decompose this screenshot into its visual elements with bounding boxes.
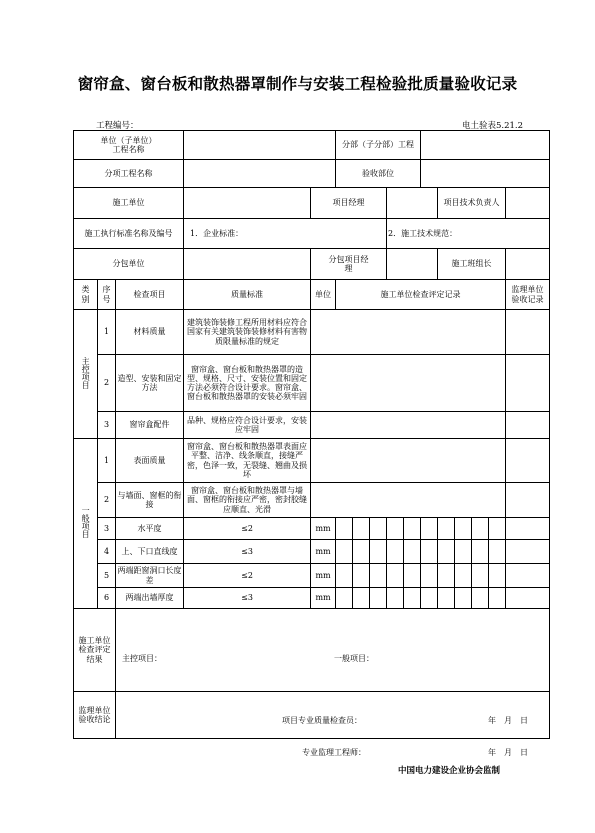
main-control-label: 主控项目 <box>74 310 98 439</box>
item-cell: 水平度 <box>116 518 184 540</box>
standard-cell: ≤3 <box>184 588 311 609</box>
record-cell[interactable] <box>421 540 438 564</box>
item-cell: 表面质量 <box>116 439 184 483</box>
tech-spec[interactable]: 2．施工技术规范： <box>387 219 550 249</box>
record-cell[interactable] <box>421 564 438 588</box>
col-unit: 单位 <box>311 280 336 310</box>
col-construction-record: 施工单位检查评定记录 <box>336 280 506 310</box>
table-row <box>74 540 550 564</box>
record-cell[interactable] <box>336 540 353 564</box>
inspector-date: 年 月 日 <box>488 716 528 725</box>
record-cell[interactable] <box>455 540 472 564</box>
team-leader-value[interactable] <box>506 249 550 280</box>
record-cell[interactable] <box>472 564 489 588</box>
sub-project-label: 分项工程名称 <box>74 160 184 188</box>
record-cell[interactable] <box>311 355 506 412</box>
record-cell[interactable] <box>489 518 506 540</box>
supervision-cell[interactable] <box>506 439 550 483</box>
record-cell[interactable] <box>489 540 506 564</box>
col-category: 类 别 <box>74 280 98 310</box>
seq-cell: 2 <box>98 355 116 412</box>
item-cell: 材料质量 <box>116 310 184 355</box>
record-cell[interactable] <box>472 540 489 564</box>
item-cell: 上、下口直线度 <box>116 540 184 564</box>
supervision-cell[interactable] <box>506 564 550 588</box>
seq-cell: 5 <box>98 564 116 588</box>
construction-eval-area[interactable] <box>116 609 550 725</box>
supervision-cell[interactable] <box>506 412 550 439</box>
record-cell[interactable] <box>336 518 353 540</box>
record-cell[interactable] <box>370 540 387 564</box>
record-cell[interactable] <box>353 564 370 588</box>
project-manager-label: 项目经理 <box>311 188 387 219</box>
record-cell[interactable] <box>387 540 404 564</box>
inspection-form-table <box>73 130 550 757</box>
tech-lead-value[interactable] <box>506 188 550 219</box>
seq-cell: 4 <box>98 540 116 564</box>
standard-cell: ≤3 <box>184 540 311 564</box>
record-cell[interactable] <box>311 439 506 483</box>
record-cell[interactable] <box>438 518 455 540</box>
table-row <box>74 310 550 355</box>
division-label: 分部（子分部）工程 <box>336 131 421 160</box>
construction-eval-label: 施工单位 检查评定 结果 <box>74 609 116 692</box>
table-row <box>74 483 550 518</box>
record-cell[interactable] <box>489 564 506 588</box>
seq-cell: 3 <box>98 412 116 439</box>
form-number: 电土验表5.21.2 <box>462 121 524 131</box>
col-supervision: 监理单位 验收记录 <box>506 280 550 310</box>
engineer-date: 年 月 日 <box>488 748 528 757</box>
sub-manager-label: 分包项目经 理 <box>311 249 387 280</box>
inspector-label: 项目专业质量检查员： <box>282 716 362 725</box>
record-cell[interactable] <box>387 518 404 540</box>
record-cell[interactable] <box>438 540 455 564</box>
record-cell[interactable] <box>472 518 489 540</box>
engineer-label: 专业监理工程师： <box>302 748 366 757</box>
table-row <box>74 564 550 588</box>
record-cell[interactable] <box>438 588 455 609</box>
item-cell: 两端距窗洞口长度差 <box>116 564 184 588</box>
unit-label: 单位（子单位） 工程名称 <box>74 131 184 160</box>
record-cell[interactable] <box>404 564 421 588</box>
seq-cell: 6 <box>98 588 116 609</box>
supervision-eval-area[interactable] <box>116 692 550 757</box>
table-row <box>74 588 550 609</box>
table-row <box>74 355 550 412</box>
record-cell[interactable] <box>387 564 404 588</box>
general-result-label: 一般项目： <box>334 654 374 663</box>
supervision-cell[interactable] <box>506 588 550 609</box>
record-cell[interactable] <box>438 564 455 588</box>
standard-label: 施工执行标准名称及编号 <box>74 219 184 249</box>
footer-supervisor: 中国电力建设企业协会监制 <box>398 766 501 776</box>
supervision-cell[interactable] <box>506 483 550 518</box>
table-row <box>74 518 550 540</box>
record-cell[interactable] <box>336 564 353 588</box>
standard-cell: ≤2 <box>184 518 311 540</box>
record-cell[interactable] <box>455 588 472 609</box>
record-cell[interactable] <box>387 588 404 609</box>
seq-cell: 1 <box>98 310 116 355</box>
item-cell: 与墙面、窗框的衔接 <box>116 483 184 518</box>
acceptance-part-value[interactable] <box>421 160 550 188</box>
item-cell: 两端出墙厚度 <box>116 588 184 609</box>
item-cell: 造型、安装和固定方法 <box>116 355 184 412</box>
standard-cell: ≤2 <box>184 564 311 588</box>
record-cell[interactable] <box>311 310 506 355</box>
main-control-result-label: 主控项目： <box>122 654 162 663</box>
project-no-label: 工程编号： <box>96 121 139 131</box>
supervision-cell[interactable] <box>506 355 550 412</box>
construction-unit-value[interactable] <box>184 188 311 219</box>
subcontractor-value[interactable] <box>184 249 311 280</box>
unit-cell: mm <box>311 540 336 564</box>
sub-project-value[interactable] <box>184 160 336 188</box>
enterprise-standard[interactable]: 1．企业标准： <box>184 219 387 249</box>
col-seq: 序 号 <box>98 280 116 310</box>
record-cell[interactable] <box>370 588 387 609</box>
supervision-cell[interactable] <box>506 518 550 540</box>
record-cell[interactable] <box>353 588 370 609</box>
standard-cell: 建筑装饰装修工程所用材料应符合国家有关建筑装饰装修材料有害物质限量标准的规定 <box>184 310 311 355</box>
record-cell[interactable] <box>421 588 438 609</box>
division-value[interactable] <box>421 131 550 160</box>
construction-unit-label: 施工单位 <box>74 188 184 219</box>
col-item: 检查项目 <box>116 280 184 310</box>
project-manager-value[interactable] <box>387 188 438 219</box>
subcontractor-label: 分包单位 <box>74 249 184 280</box>
table-row <box>74 439 550 483</box>
supervision-cell[interactable] <box>506 540 550 564</box>
standard-cell: 窗帘盒、窗台板和散热器罩的造型、规格、尺寸、安装位置和固定方法必须符合设计要求。窗帘盒、窗台板和散热器罩的安装必须牢固 <box>184 355 311 412</box>
sub-manager-value[interactable] <box>387 249 438 280</box>
standard-cell: 窗帘盒、窗台板和散热器罩表面应平整、洁净、线条顺直，接缝严密，色泽一致，无裂缝、翘曲及损坏 <box>184 439 311 483</box>
record-cell[interactable] <box>404 518 421 540</box>
record-cell[interactable] <box>370 518 387 540</box>
record-cell[interactable] <box>404 540 421 564</box>
unit-cell: mm <box>311 518 336 540</box>
standard-cell: 窗帘盒、窗台板和散热器罩与墙面、窗框的衔接应严密，密封胶缝应顺直、光滑 <box>184 483 311 518</box>
record-cell[interactable] <box>472 588 489 609</box>
supervision-cell[interactable] <box>506 310 550 355</box>
record-cell[interactable] <box>455 564 472 588</box>
record-cell[interactable] <box>370 564 387 588</box>
seq-cell: 1 <box>98 439 116 483</box>
unit-cell: mm <box>311 588 336 609</box>
table-row <box>74 412 550 439</box>
acceptance-part-label: 验收部位 <box>336 160 421 188</box>
unit-value[interactable] <box>184 131 336 160</box>
standard-cell: 品种、规格应符合设计要求，安装应牢固 <box>184 412 311 439</box>
general-label: 一般项目 <box>74 439 98 609</box>
team-leader-label: 施工班组长 <box>438 249 506 280</box>
record-cell[interactable] <box>311 412 506 439</box>
record-cell[interactable] <box>336 588 353 609</box>
tech-lead-label: 项目技术负责人 <box>438 188 506 219</box>
supervision-eval-label: 监理单位 验收结论 <box>74 692 116 739</box>
record-cell[interactable] <box>489 588 506 609</box>
record-cell[interactable] <box>311 483 506 518</box>
page-title: 窗帘盒、窗台板和散热器罩制作与安装工程检验批质量验收记录 <box>77 75 518 93</box>
seq-cell: 2 <box>98 483 116 518</box>
record-cell[interactable] <box>421 518 438 540</box>
record-cell[interactable] <box>353 518 370 540</box>
item-cell: 窗帘盒配件 <box>116 412 184 439</box>
record-cell[interactable] <box>404 588 421 609</box>
unit-cell: mm <box>311 564 336 588</box>
record-cell[interactable] <box>455 518 472 540</box>
record-cell[interactable] <box>353 540 370 564</box>
col-standard: 质量标准 <box>184 280 311 310</box>
seq-cell: 3 <box>98 518 116 540</box>
